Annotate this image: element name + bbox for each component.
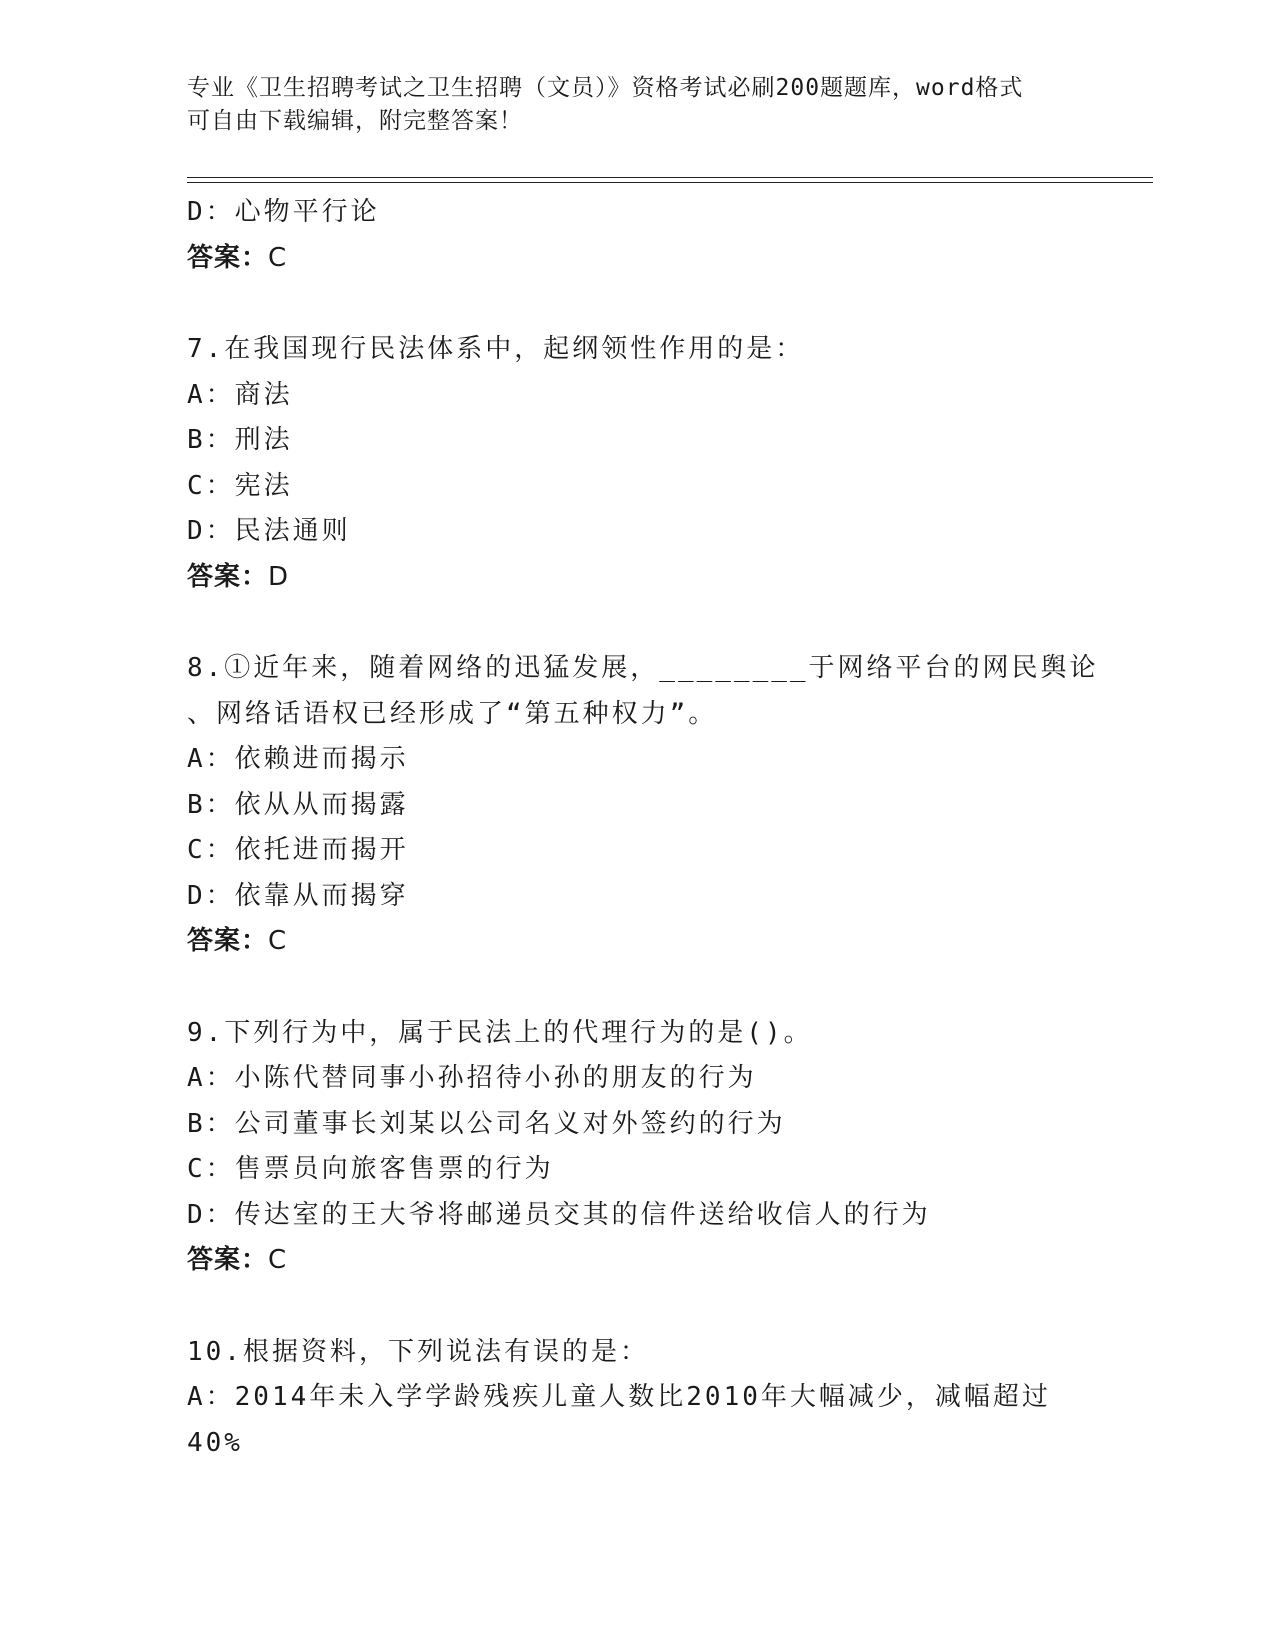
header-title-line-2: 可自由下载编辑，附完整答案！ [187, 108, 523, 134]
question-text: 10.根据资料，下列说法有误的是： [187, 1336, 649, 1367]
answer-value: D [268, 561, 290, 592]
question-9 [187, 1011, 1087, 1284]
question-6-tail [187, 190, 1087, 281]
header-title-line-1: 专业《卫生招聘考试之卫生招聘（文员）》资格考试必刷200题题库，word格式 [187, 75, 1024, 101]
option-d: D：心物平行论 [187, 197, 380, 227]
answer-label: 答案： [187, 561, 269, 592]
question-list [187, 190, 1099, 1466]
answer-label: 答案： [187, 242, 269, 273]
question-text-line-1: 8.①近年来，随着网络的迅猛发展，________于网络平台的网民舆论 [187, 653, 1099, 683]
answer-label: 答案： [187, 926, 269, 956]
answer-line [187, 919, 1087, 965]
answer-label: 答案： [187, 1245, 269, 1275]
header-divider-top [187, 177, 1153, 178]
question-7 [187, 327, 1087, 600]
option-c: C：依托进而揭开 [187, 835, 409, 865]
option-d: D：依靠从而揭穿 [187, 880, 409, 911]
question-text: 7.在我国现行民法体系中，起纲领性作用的是： [187, 334, 805, 364]
option-c: C：售票员向旅客售票的行为 [187, 1154, 554, 1184]
answer-value: C [268, 1245, 288, 1275]
option-b: B：依从从而揭露 [187, 789, 409, 820]
document-header [187, 72, 1067, 138]
answer-line [187, 1238, 1087, 1284]
option-b: B：刑法 [187, 425, 293, 455]
option-a: A：依赖进而揭示 [187, 744, 409, 774]
option-b: B：公司董事长刘某以公司名义对外签约的行为 [187, 1108, 786, 1139]
option-c: C：宪法 [187, 470, 293, 501]
option-a-line-1: A：2014年未入学学龄残疾儿童人数比2010年大幅减少，减幅超过 [187, 1382, 1051, 1412]
option-a: A：商法 [187, 379, 293, 410]
option-d: D：传达室的王大爷将邮递员交其的信件送给收信人的行为 [187, 1199, 931, 1230]
question-text-line-2: 、网络话语权已经形成了“第五种权力”。 [187, 698, 718, 729]
answer-line [187, 555, 1087, 601]
question-8 [187, 646, 1099, 965]
option-a: A：小陈代替同事小孙招待小孙的朋友的行为 [187, 1063, 757, 1093]
question-text: 9.下列行为中，属于民法上的代理行为的是()。 [187, 1017, 813, 1048]
answer-value: C [268, 242, 288, 273]
question-10 [187, 1330, 1087, 1467]
answer-value: C [268, 926, 288, 956]
answer-line [187, 236, 1087, 282]
option-a-line-2: 40% [187, 1427, 243, 1458]
option-d: D：民法通则 [187, 516, 351, 546]
header-divider-bottom [187, 182, 1153, 183]
